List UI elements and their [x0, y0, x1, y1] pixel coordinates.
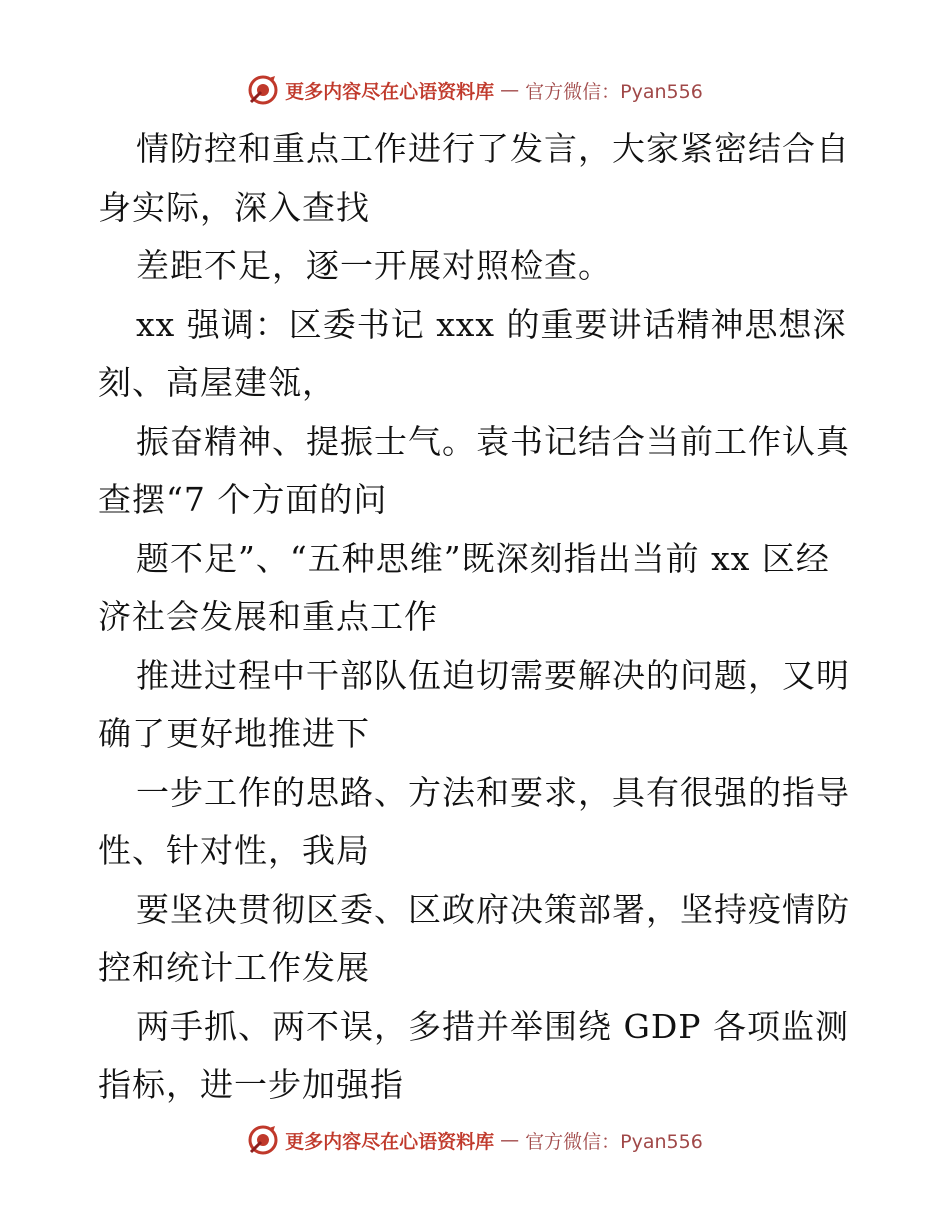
paragraph: 两手抓、两不误，多措并举围绕 GDP 各项监测指标，进一步加强指: [98, 1006, 850, 1104]
paragraph: 题不足”、“五种思维”既深刻指出当前 xx 区经济社会发展和重点工作: [98, 538, 830, 636]
paragraph: 差距不足，逐一开展对照检查。: [136, 246, 612, 285]
watermark-contact: 官方微信：Pyan556: [525, 80, 703, 103]
watermark-dash: —: [500, 1129, 520, 1151]
paragraph: 要坚决贯彻区委、区政府决策部署，坚持疫情防控和统计工作发展: [98, 889, 850, 987]
watermark-contact: 官方微信：Pyan556: [525, 1130, 703, 1153]
pen-circle-logo-icon: [247, 74, 279, 106]
paragraph: xx 强调：区委书记 xxx 的重要讲话精神思想深刻、高屋建瓴，: [98, 304, 847, 402]
watermark-dash: —: [500, 79, 520, 101]
footer-watermark: [0, 1124, 950, 1156]
document-body: [98, 120, 852, 1115]
header-watermark: [0, 74, 950, 106]
watermark-main-text: 更多内容尽在心语资料库: [285, 80, 495, 103]
paragraph: 一步工作的思路、方法和要求，具有很强的指导性、针对性，我局: [98, 772, 850, 870]
paragraph: 推进过程中干部队伍迫切需要解决的问题，又明确了更好地推进下: [98, 655, 850, 753]
paragraph: 情防控和重点工作进行了发言，大家紧密结合自身实际，深入查找: [98, 129, 850, 227]
pen-circle-logo-icon: [247, 1124, 279, 1156]
watermark-main-text: 更多内容尽在心语资料库: [285, 1130, 495, 1153]
paragraph: 振奋精神、提振士气。袁书记结合当前工作认真查摆“7 个方面的问: [98, 421, 850, 519]
